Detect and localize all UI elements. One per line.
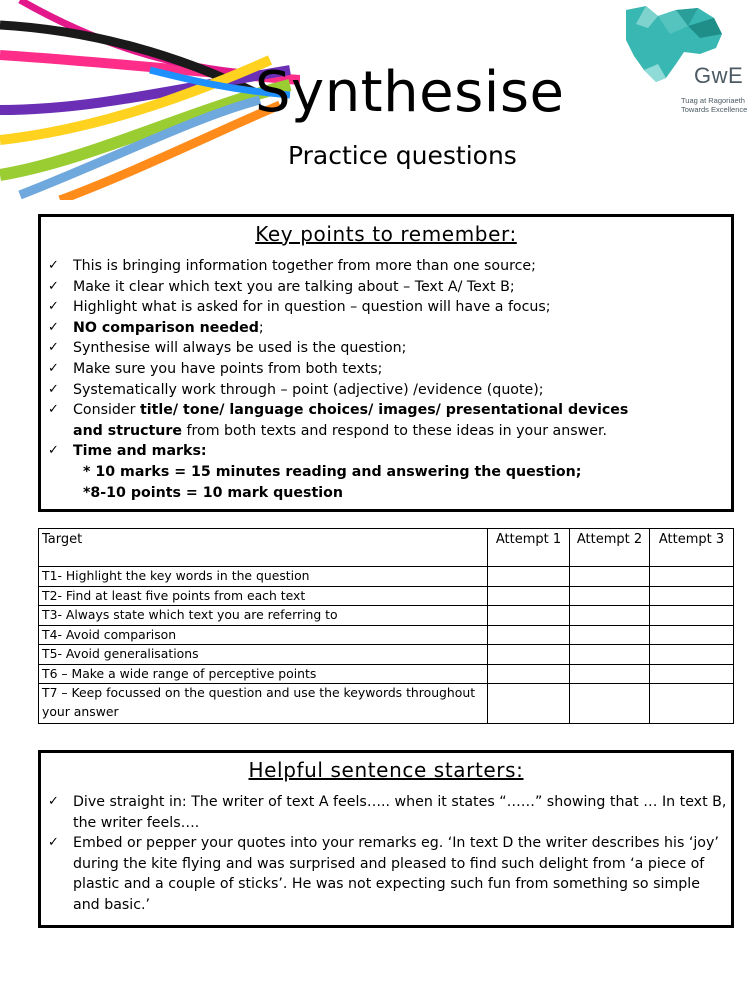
list-item: ✓ Make sure you have points from both texts; (48, 359, 658, 380)
table-row: T3- Always state which text you are referring to (39, 606, 487, 626)
list-item: ✓ Synthesise will always be used is the question; (48, 338, 658, 359)
list-item: ✓ Make it clear which text you are talking about – Text A/ Text B; (48, 277, 658, 298)
sentence-starters-list (48, 792, 728, 916)
attempt-3-column[interactable] (650, 567, 734, 724)
checkmark-icon: ✓ (48, 360, 59, 376)
list-item: ✓ Embed or pepper your quotes into your remarks eg. ‘In text D the writer describes his ‘joy’ during the kite flying and was surprised and pleased to find such delight from ‘a piece of plastic and a couple of sticks’. He was not expecting such fun from something so simple and basic.’ (48, 835, 719, 913)
table-row: T2- Find at least five points from each text (39, 587, 487, 607)
checkmark-icon: ✓ (48, 443, 59, 459)
table-row: T6 – Make a wide range of perceptive points (39, 665, 487, 685)
checkmark-icon: ✓ (48, 381, 59, 397)
targets-column (39, 567, 488, 724)
checkmark-icon: ✓ (48, 299, 59, 315)
list-item: ✓ This is bringing information together from more than one source; (48, 256, 658, 277)
list-item: ✓ Highlight what is asked for in question – question will have a focus; (48, 297, 658, 318)
list-item: ✓ Systematically work through – point (adjective) /evidence (quote); (48, 380, 658, 401)
checkmark-icon: ✓ (48, 340, 59, 356)
checkmark-icon: ✓ (48, 278, 59, 294)
logo-wordmark: GwE (694, 63, 744, 88)
checkmark-icon: ✓ (48, 319, 59, 335)
checkmark-icon: ✓ (48, 402, 59, 418)
table-row: T4- Avoid comparison (39, 626, 487, 646)
attempt-3-header: Attempt 3 (650, 529, 734, 567)
checkmark-icon: ✓ (48, 794, 59, 809)
attempt-2-column[interactable] (570, 567, 650, 724)
table-row: T1- Highlight the key words in the question (39, 567, 487, 587)
attempt-2-header: Attempt 2 (570, 529, 650, 567)
attempt-1-column[interactable] (488, 567, 570, 724)
target-header: Target (39, 529, 488, 567)
list-item: ✓ Consider title/ tone/ language choices/ images/ presentational devices and structure from both texts and respond to these ideas in your answer. (48, 402, 629, 439)
page-title: Synthesise (255, 60, 565, 125)
list-item: ✓ Dive straight in: The writer of text A feels….. when it states “……” showing that … In text B, the writer feels…. (48, 794, 727, 831)
checkmark-icon: ✓ (48, 258, 59, 273)
logo-tagline: Tuag at Ragoriaeth Towards Excellence (681, 96, 748, 114)
attempt-1-header: Attempt 1 (488, 529, 570, 567)
table-row: T5- Avoid generalisations (39, 645, 487, 665)
sentence-starters-heading: Helpful sentence starters: (248, 758, 524, 782)
target-table (38, 528, 734, 724)
page-subtitle: Practice questions (288, 141, 517, 170)
checkmark-icon: ✓ (48, 835, 59, 851)
table-row: T7 – Keep focussed on the question and use the keywords throughout your answer (42, 685, 476, 719)
list-item: ✓ Time and marks: * 10 marks = 15 minutes reading and answering the question; *8-10 points = 10 mark question (48, 443, 582, 501)
key-points-heading: Key points to remember: (255, 222, 517, 246)
key-points-list (48, 256, 658, 503)
list-item: ✓ NO comparison needed; (48, 318, 658, 339)
